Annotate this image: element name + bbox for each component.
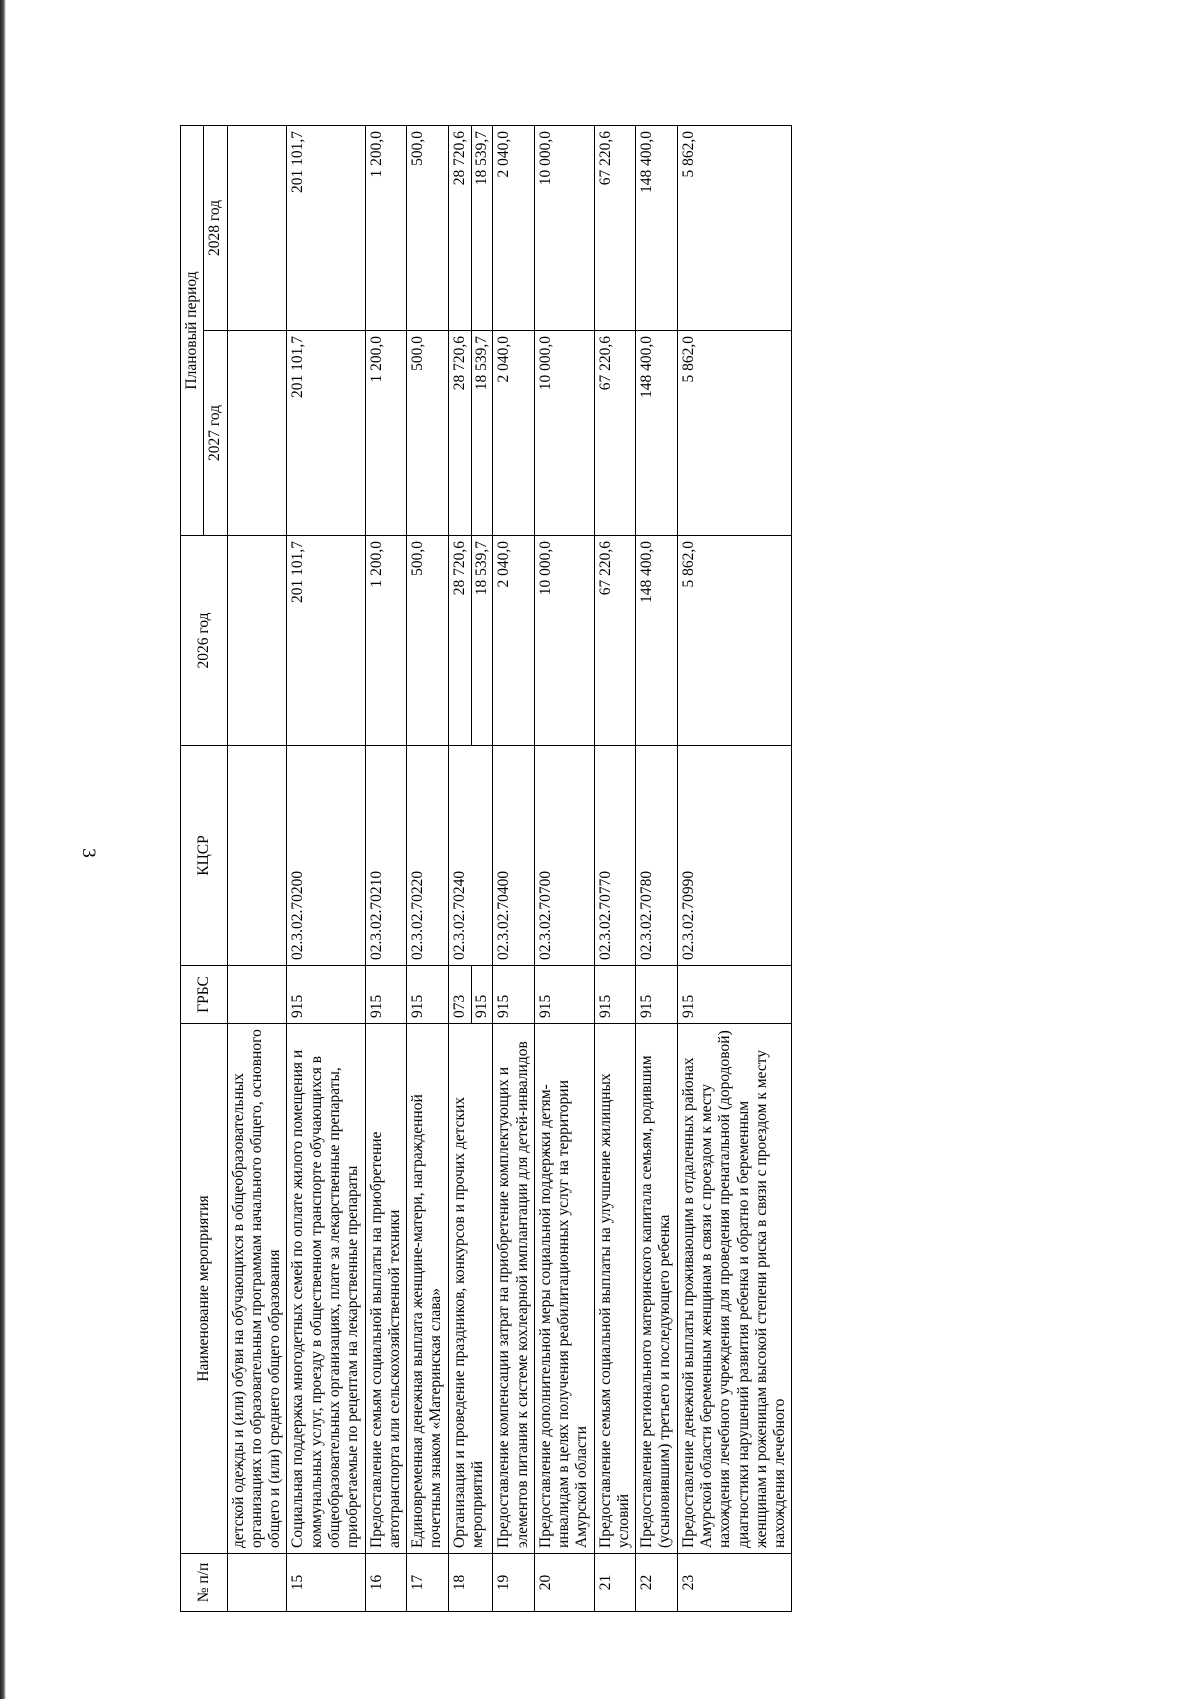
value-2026: 2 040,0 xyxy=(493,536,535,746)
activity-name: Предоставление компенсации затрат на приобретение комплектующих и элементов питания к системе кохлеарной имплантации для детей-инвалидов xyxy=(493,1024,535,1554)
kcsr-code: 02.3.02.70240 xyxy=(448,746,493,966)
value-2027: 201 101,7 xyxy=(287,331,365,536)
value-2028: 10 000,0 xyxy=(534,125,594,330)
value-2026: 201 101,7 xyxy=(287,536,365,746)
value-2026: 28 720,6 xyxy=(448,536,471,746)
table-row xyxy=(677,125,792,1611)
grbs-code: 915 xyxy=(636,966,678,1024)
value-2026: 5 862,0 xyxy=(677,536,792,746)
row-number xyxy=(227,1554,287,1612)
header-grbs: ГРБС xyxy=(181,966,228,1024)
table-row xyxy=(534,125,594,1611)
value-2028: 28 720,6 xyxy=(448,125,471,330)
value-2026: 1 200,0 xyxy=(365,536,407,746)
value-2028: 1 200,0 xyxy=(365,125,407,330)
kcsr-code: 02.3.02.70700 xyxy=(534,746,594,966)
activity-name: Предоставление денежной выплаты проживающим в отдаленных районах Амурской области беременным женщинам в связи с проездом к месту нахождения лечебного учреждения для проведения пренатальной (дородовой) диагностики нарушений развития ребенка и обратно и беременным женщинам и роженицам высокой степени риска в связи с проездом к месту нахождения лечебного xyxy=(677,1024,792,1554)
kcsr-code: 02.3.02.70990 xyxy=(677,746,792,966)
value-2028: 5 862,0 xyxy=(677,125,792,330)
budget-sheet xyxy=(180,126,1060,1612)
value-2028: 148 400,0 xyxy=(636,125,678,330)
table-row xyxy=(493,125,535,1611)
value-2028: 500,0 xyxy=(407,125,449,330)
grbs-code: 073 xyxy=(448,966,471,1024)
table-row xyxy=(636,125,678,1611)
header-num: № п/п xyxy=(181,1554,228,1612)
value-2028: 18 539,7 xyxy=(471,125,492,330)
value-2027: 18 539,7 xyxy=(471,331,492,536)
grbs-code: 915 xyxy=(534,966,594,1024)
table-row xyxy=(448,125,471,1611)
grbs-code: 915 xyxy=(407,966,449,1024)
value-2028: 201 101,7 xyxy=(287,125,365,330)
page-number: 3 xyxy=(78,848,99,858)
row-number: 22 xyxy=(636,1554,678,1612)
header-2027: 2027 год xyxy=(204,331,227,536)
value-2028: 67 220,6 xyxy=(594,125,636,330)
row-number: 21 xyxy=(594,1554,636,1612)
value-2027: 5 862,0 xyxy=(677,331,792,536)
value-2026: 67 220,6 xyxy=(594,536,636,746)
value-2026: 148 400,0 xyxy=(636,536,678,746)
header-kcsr: КЦСР xyxy=(181,746,228,966)
kcsr-code: 02.3.02.70770 xyxy=(594,746,636,966)
row-number: 16 xyxy=(365,1554,407,1612)
kcsr-code: 02.3.02.70200 xyxy=(287,746,365,966)
kcsr-code: 02.3.02.70780 xyxy=(636,746,678,966)
activity-name: Социальная поддержка многодетных семей по оплате жилого помещения и коммунальных услуг, проезду в общественном транспорте обучающихся в общеобразовательных организациях, плате за лекарственные препараты, приобретаемые по рецептам на лекарственные препараты xyxy=(287,1024,365,1554)
row-number: 18 xyxy=(448,1554,493,1612)
kcsr-code: 02.3.02.70400 xyxy=(493,746,535,966)
value-2027: 1 200,0 xyxy=(365,331,407,536)
value-2027: 28 720,6 xyxy=(448,331,471,536)
table-row xyxy=(594,125,636,1611)
grbs-code: 915 xyxy=(594,966,636,1024)
header-2028: 2028 год xyxy=(204,125,227,330)
scan-edge xyxy=(0,0,6,1699)
budget-table xyxy=(180,125,792,1612)
activity-name: детской одежды и (или) обуви на обучающихся в общеобразовательных организациях по образовательным программам начального общего, основного общего и (или) среднего общего образования xyxy=(227,1024,287,1554)
value-2026: 500,0 xyxy=(407,536,449,746)
grbs-code: 915 xyxy=(365,966,407,1024)
grbs-code xyxy=(227,966,287,1024)
header-planned-period: Плановый период xyxy=(181,125,204,535)
table-row xyxy=(407,125,449,1611)
table-body xyxy=(227,125,792,1611)
activity-name: Единовременная денежная выплата женщине-матери, награжденной почетным знаком «Материнская слава» xyxy=(407,1024,449,1554)
value-2027: 148 400,0 xyxy=(636,331,678,536)
row-number: 23 xyxy=(677,1554,792,1612)
value-2026: 10 000,0 xyxy=(534,536,594,746)
table-row xyxy=(227,125,287,1611)
grbs-code: 915 xyxy=(287,966,365,1024)
row-number: 20 xyxy=(534,1554,594,1612)
value-2027: 500,0 xyxy=(407,331,449,536)
value-2026 xyxy=(227,536,287,746)
value-2027: 67 220,6 xyxy=(594,331,636,536)
activity-name: Предоставление дополнительной меры социальной поддержки детям-инвалидам в целях получения реабилитационных услуг на территории Амурской области xyxy=(534,1024,594,1554)
activity-name: Предоставление семьям социальной выплаты на улучшение жилищных условий xyxy=(594,1024,636,1554)
table-row xyxy=(365,125,407,1611)
value-2027: 2 040,0 xyxy=(493,331,535,536)
value-2028: 2 040,0 xyxy=(493,125,535,330)
row-number: 19 xyxy=(493,1554,535,1612)
value-2027: 10 000,0 xyxy=(534,331,594,536)
row-number: 15 xyxy=(287,1554,365,1612)
activity-name: Предоставление семьям социальной выплаты на приобретение автотранспорта или сельскохозяйственной техники xyxy=(365,1024,407,1554)
activity-name: Организация и проведение праздников, конкурсов и прочих детских мероприятий xyxy=(448,1024,493,1554)
grbs-code: 915 xyxy=(493,966,535,1024)
table-row xyxy=(287,125,365,1611)
grbs-code: 915 xyxy=(677,966,792,1024)
row-number: 17 xyxy=(407,1554,449,1612)
kcsr-code: 02.3.02.70210 xyxy=(365,746,407,966)
header-2026: 2026 год xyxy=(181,536,228,746)
header-name: Наименование мероприятия xyxy=(181,1024,228,1554)
activity-name: Предоставление регионального материнского капитала семьям, родившим (усыновившим) третьего и последующего ребенка xyxy=(636,1024,678,1554)
grbs-code: 915 xyxy=(471,966,492,1024)
value-2027 xyxy=(227,331,287,536)
kcsr-code xyxy=(227,746,287,966)
table-header xyxy=(181,125,228,1611)
value-2026: 18 539,7 xyxy=(471,536,492,746)
value-2028 xyxy=(227,125,287,330)
kcsr-code: 02.3.02.70220 xyxy=(407,746,449,966)
